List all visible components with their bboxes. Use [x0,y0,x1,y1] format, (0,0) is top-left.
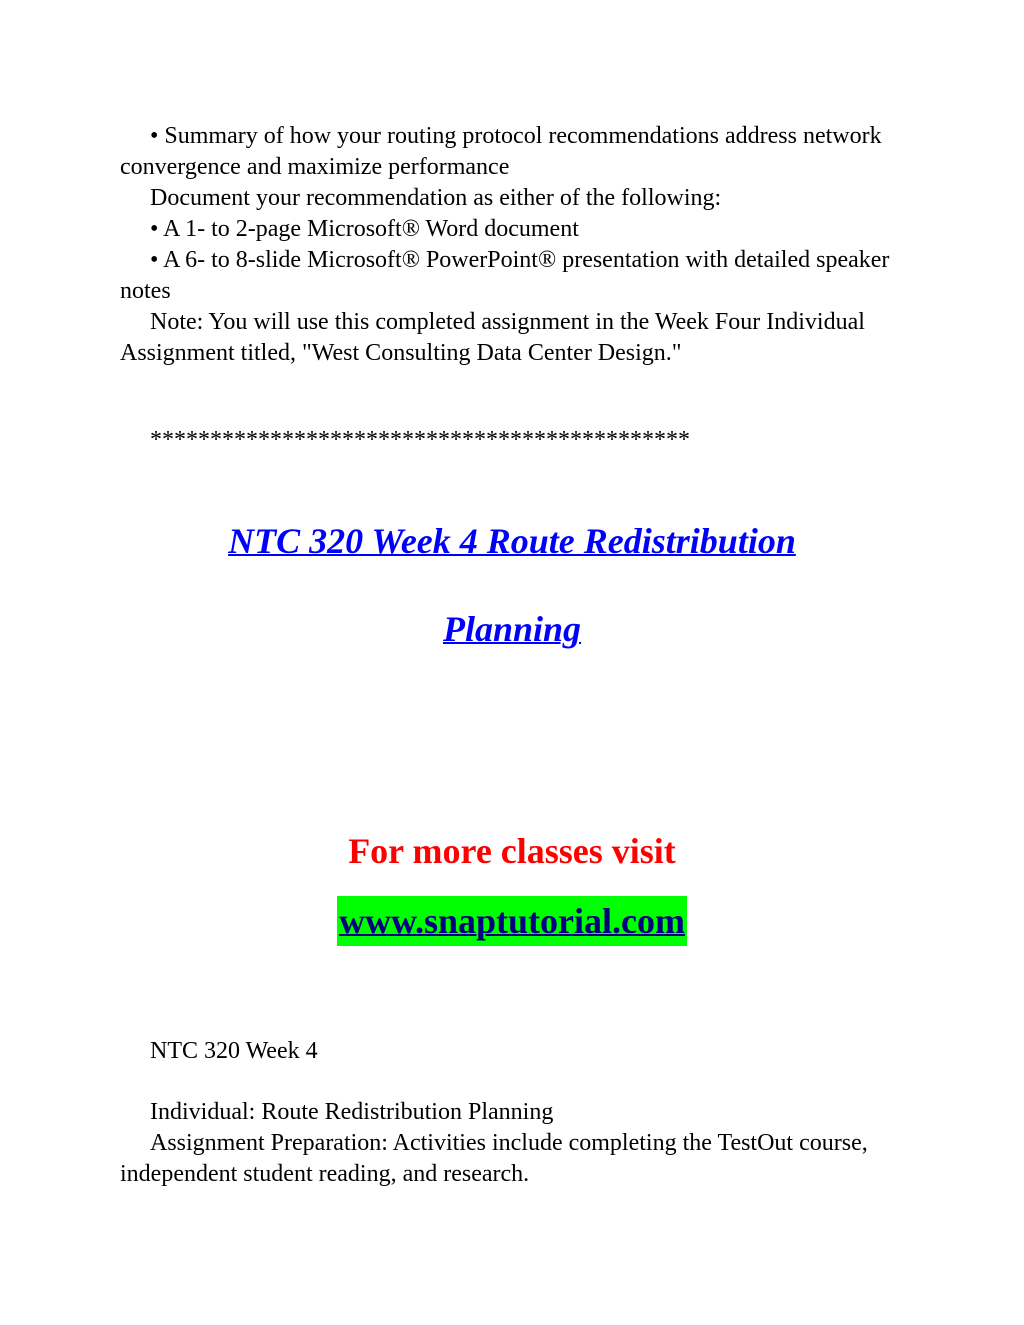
assignment-note: Note: You will use this completed assignment in the Week Four Individual Assignment titled, "West Consulting Data Center Design." [120,309,865,366]
course-week: NTC 320 Week 4 [150,1038,318,1064]
title-line-2 [0,608,1024,650]
individual-title: Individual: Route Redistribution Planning [150,1099,554,1125]
promo-text: For more classes visit [348,831,676,871]
title-line-1 [0,520,1024,562]
snaptutorial-link[interactable]: www.snaptutorial.com [337,896,687,946]
bullet-word-document: • A 1- to 2-page Microsoft® Word document [150,216,579,242]
promo-link-wrapper [0,896,1024,946]
title-link-line-2[interactable]: Planning [442,609,582,649]
document-recommendation: Document your recommendation as either of the following: [150,185,722,211]
title-link-line-1[interactable]: NTC 320 Week 4 Route Redistribution [228,521,796,561]
promo-heading [0,830,1024,872]
bullet-powerpoint: • A 6- to 8-slide Microsoft® PowerPoint® presentation with detailed speaker notes [120,247,890,304]
separator-stars: ********************************************* [150,427,690,453]
bullet-summary: • Summary of how your routing protocol recommendations address network convergence and maximize performance [120,123,882,180]
assignment-preparation: Assignment Preparation: Activities include completing the TestOut course, independent student reading, and research. [120,1130,868,1187]
